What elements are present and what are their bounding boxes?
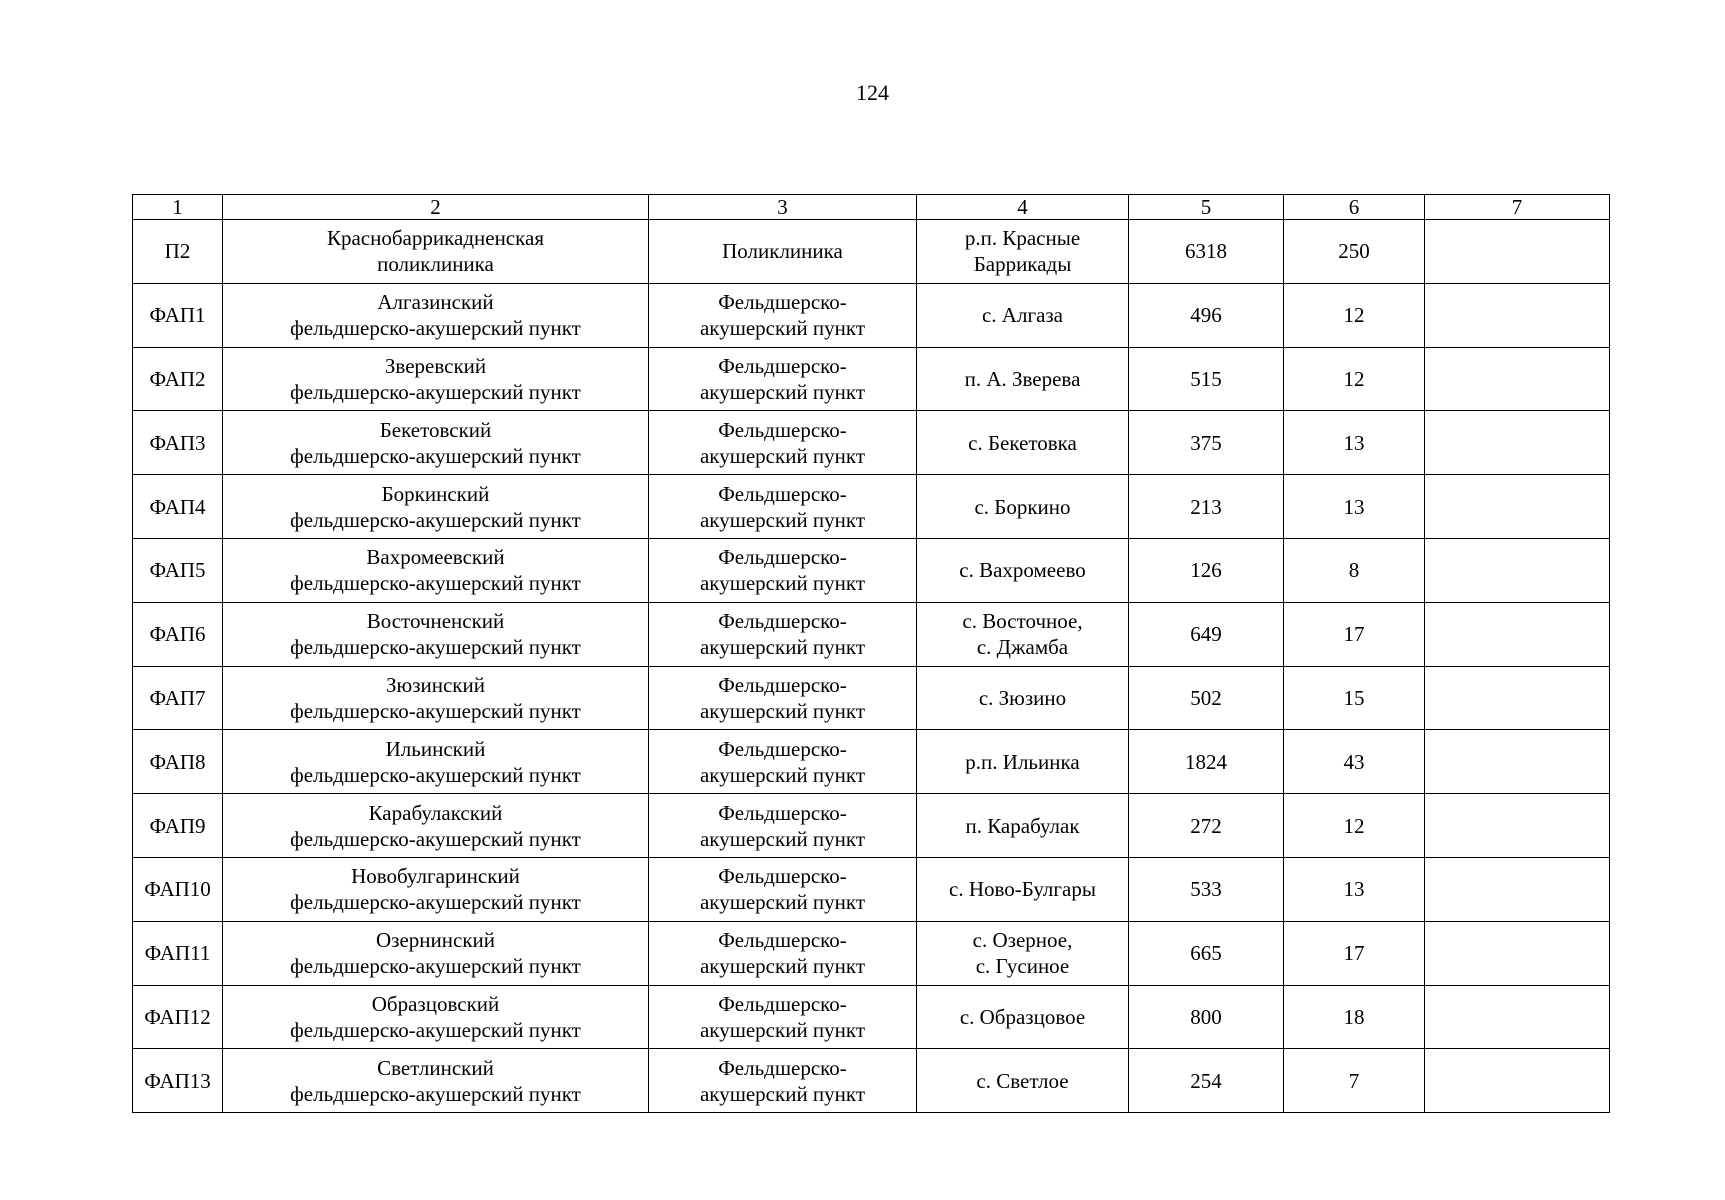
cell-value xyxy=(1284,730,1425,794)
locality-text: с. Алгаза xyxy=(981,303,1064,328)
cell-note xyxy=(1425,857,1610,921)
column-header-6: 6 xyxy=(1284,195,1425,220)
locality-text: с. Зюзино xyxy=(978,685,1067,710)
facility-name-text: Ильинский фельдшерско-акушерский пункт xyxy=(290,736,581,787)
cell-facility-type xyxy=(649,475,917,539)
cell-note xyxy=(1425,921,1610,985)
cell-value xyxy=(1284,794,1425,858)
cell-facility-name xyxy=(223,921,649,985)
cell-population xyxy=(1129,538,1284,602)
row-code-text: ФАП2 xyxy=(149,366,206,391)
table-header xyxy=(133,195,1610,220)
cell-locality xyxy=(917,730,1129,794)
cell-locality xyxy=(917,602,1129,666)
cell-value xyxy=(1284,475,1425,539)
cell-facility-type xyxy=(649,985,917,1049)
value-text: 13 xyxy=(1343,494,1365,519)
cell-value xyxy=(1284,220,1425,284)
row-code-text: П2 xyxy=(164,239,191,264)
facility-name-text: Светлинский фельдшерско-акушерский пункт xyxy=(290,1055,581,1106)
cell-row-code xyxy=(133,347,223,411)
cell-locality xyxy=(917,347,1129,411)
table-row xyxy=(133,475,1610,539)
facilities-table xyxy=(132,194,1610,1113)
cell-facility-type xyxy=(649,666,917,730)
cell-facility-name xyxy=(223,794,649,858)
cell-facility-name xyxy=(223,347,649,411)
table-row xyxy=(133,602,1610,666)
table-row xyxy=(133,666,1610,730)
cell-locality xyxy=(917,283,1129,347)
table-row xyxy=(133,857,1610,921)
facility-type-text: Фельдшерско- акушерский пункт xyxy=(699,481,866,532)
facility-type-text: Фельдшерско- акушерский пункт xyxy=(699,800,866,851)
cell-value xyxy=(1284,857,1425,921)
table-row xyxy=(133,794,1610,858)
facility-type-text: Фельдшерско- акушерский пункт xyxy=(699,672,866,723)
locality-text: п. Карабулак xyxy=(965,813,1080,838)
cell-row-code xyxy=(133,411,223,475)
cell-locality xyxy=(917,666,1129,730)
value-text: 17 xyxy=(1343,622,1365,647)
column-header-2: 2 xyxy=(223,195,649,220)
cell-value xyxy=(1284,666,1425,730)
cell-facility-name xyxy=(223,666,649,730)
cell-note xyxy=(1425,411,1610,475)
facility-name-text: Алгазинский фельдшерско-акушерский пункт xyxy=(290,290,581,341)
cell-facility-name xyxy=(223,411,649,475)
facility-name-text: Карабулакский фельдшерско-акушерский пункт xyxy=(290,800,581,851)
table-row xyxy=(133,1049,1610,1113)
row-code-text: ФАП5 xyxy=(149,558,206,583)
table-row xyxy=(133,220,1610,284)
population-text: 515 xyxy=(1190,366,1222,391)
value-text: 12 xyxy=(1343,813,1365,838)
cell-facility-name xyxy=(223,475,649,539)
cell-facility-name xyxy=(223,730,649,794)
value-text: 43 xyxy=(1343,749,1365,774)
value-text: 12 xyxy=(1343,366,1365,391)
locality-text: с. Озерное, с. Гусиное xyxy=(972,928,1073,979)
table-row xyxy=(133,538,1610,602)
row-code-text: ФАП8 xyxy=(149,749,206,774)
cell-note xyxy=(1425,666,1610,730)
cell-locality xyxy=(917,411,1129,475)
facility-name-text: Краснобаррикадненская поликлиника xyxy=(326,226,544,277)
table-row xyxy=(133,985,1610,1049)
row-code-text: ФАП4 xyxy=(149,494,206,519)
population-text: 272 xyxy=(1190,813,1222,838)
facility-type-text: Фельдшерско- акушерский пункт xyxy=(699,417,866,468)
locality-text: с. Восточное, с. Джамба xyxy=(962,609,1083,660)
cell-locality xyxy=(917,475,1129,539)
cell-note xyxy=(1425,475,1610,539)
cell-population xyxy=(1129,921,1284,985)
population-text: 502 xyxy=(1190,685,1222,710)
cell-note xyxy=(1425,985,1610,1049)
cell-facility-name xyxy=(223,220,649,284)
cell-population xyxy=(1129,283,1284,347)
facility-type-text: Поликлиника xyxy=(722,239,843,264)
cell-facility-type xyxy=(649,794,917,858)
facility-name-text: Новобулгаринский фельдшерско-акушерский пункт xyxy=(290,864,581,915)
cell-facility-type xyxy=(649,283,917,347)
value-text: 17 xyxy=(1343,941,1365,966)
cell-locality xyxy=(917,857,1129,921)
row-code-text: ФАП7 xyxy=(149,685,206,710)
cell-population xyxy=(1129,602,1284,666)
cell-locality xyxy=(917,794,1129,858)
population-text: 126 xyxy=(1190,558,1222,583)
facility-type-text: Фельдшерско- акушерский пункт xyxy=(699,353,866,404)
table-row xyxy=(133,347,1610,411)
cell-facility-type xyxy=(649,347,917,411)
table-row xyxy=(133,411,1610,475)
facility-name-text: Бекетовский фельдшерско-акушерский пункт xyxy=(290,417,581,468)
cell-facility-type xyxy=(649,730,917,794)
cell-note xyxy=(1425,602,1610,666)
cell-value xyxy=(1284,283,1425,347)
cell-locality xyxy=(917,1049,1129,1113)
cell-population xyxy=(1129,730,1284,794)
facility-name-text: Зверевский фельдшерско-акушерский пункт xyxy=(290,353,581,404)
cell-row-code xyxy=(133,283,223,347)
cell-facility-name xyxy=(223,985,649,1049)
cell-population xyxy=(1129,857,1284,921)
facility-type-text: Фельдшерско- акушерский пункт xyxy=(699,864,866,915)
cell-population xyxy=(1129,411,1284,475)
facility-type-text: Фельдшерско- акушерский пункт xyxy=(699,290,866,341)
facility-type-text: Фельдшерско- акушерский пункт xyxy=(699,736,866,787)
cell-value xyxy=(1284,347,1425,411)
table-body xyxy=(133,220,1610,1113)
population-text: 665 xyxy=(1190,941,1222,966)
column-header-1: 1 xyxy=(133,195,223,220)
cell-locality xyxy=(917,921,1129,985)
table-row xyxy=(133,921,1610,985)
cell-row-code xyxy=(133,1049,223,1113)
value-text: 18 xyxy=(1343,1004,1365,1029)
row-code-text: ФАП10 xyxy=(144,877,211,902)
cell-facility-name xyxy=(223,857,649,921)
page-number: 124 xyxy=(856,80,889,105)
cell-facility-name xyxy=(223,538,649,602)
table-row xyxy=(133,730,1610,794)
locality-text: с. Боркино xyxy=(974,494,1071,519)
table-row xyxy=(133,283,1610,347)
population-text: 1824 xyxy=(1185,749,1227,774)
column-header-7: 7 xyxy=(1425,195,1610,220)
population-text: 375 xyxy=(1190,430,1222,455)
cell-row-code xyxy=(133,794,223,858)
cell-row-code xyxy=(133,730,223,794)
cell-facility-type xyxy=(649,857,917,921)
cell-facility-type xyxy=(649,1049,917,1113)
cell-facility-name xyxy=(223,283,649,347)
row-code-text: ФАП9 xyxy=(149,813,206,838)
value-text: 13 xyxy=(1343,430,1365,455)
cell-locality xyxy=(917,985,1129,1049)
cell-value xyxy=(1284,1049,1425,1113)
cell-locality xyxy=(917,538,1129,602)
row-code-text: ФАП11 xyxy=(144,941,211,966)
value-text: 15 xyxy=(1343,685,1365,710)
population-text: 6318 xyxy=(1185,239,1227,264)
cell-facility-type xyxy=(649,921,917,985)
value-text: 250 xyxy=(1338,239,1370,264)
locality-text: с. Бекетовка xyxy=(968,430,1077,455)
row-code-text: ФАП1 xyxy=(149,303,206,328)
facility-name-text: Озернинский фельдшерско-акушерский пункт xyxy=(290,928,581,979)
cell-note xyxy=(1425,220,1610,284)
population-text: 254 xyxy=(1190,1068,1222,1093)
cell-note xyxy=(1425,1049,1610,1113)
cell-value xyxy=(1284,538,1425,602)
cell-population xyxy=(1129,666,1284,730)
cell-population xyxy=(1129,985,1284,1049)
cell-note xyxy=(1425,538,1610,602)
cell-population xyxy=(1129,220,1284,284)
cell-facility-type xyxy=(649,538,917,602)
locality-text: с. Светлое xyxy=(976,1068,1069,1093)
facility-type-text: Фельдшерско- акушерский пункт xyxy=(699,991,866,1042)
locality-text: р.п. Красные Баррикады xyxy=(964,226,1081,277)
cell-row-code xyxy=(133,602,223,666)
facility-type-text: Фельдшерско- акушерский пункт xyxy=(699,1055,866,1106)
row-code-text: ФАП12 xyxy=(144,1004,211,1029)
row-code-text: ФАП3 xyxy=(149,430,206,455)
cell-note xyxy=(1425,730,1610,794)
value-text: 12 xyxy=(1343,303,1365,328)
value-text: 8 xyxy=(1348,558,1360,583)
locality-text: р.п. Ильинка xyxy=(965,749,1080,774)
cell-facility-name xyxy=(223,602,649,666)
facility-name-text: Зюзинский фельдшерско-акушерский пункт xyxy=(290,672,581,723)
cell-value xyxy=(1284,602,1425,666)
cell-population xyxy=(1129,347,1284,411)
cell-facility-type xyxy=(649,602,917,666)
facility-type-text: Фельдшерско- акушерский пункт xyxy=(699,928,866,979)
cell-value xyxy=(1284,985,1425,1049)
column-header-4: 4 xyxy=(917,195,1129,220)
facility-name-text: Боркинский фельдшерско-акушерский пункт xyxy=(290,481,581,532)
cell-row-code xyxy=(133,538,223,602)
facility-type-text: Фельдшерско- акушерский пункт xyxy=(699,609,866,660)
cell-population xyxy=(1129,794,1284,858)
population-text: 533 xyxy=(1190,877,1222,902)
row-code-text: ФАП6 xyxy=(149,622,206,647)
cell-population xyxy=(1129,1049,1284,1113)
cell-locality xyxy=(917,220,1129,284)
cell-note xyxy=(1425,347,1610,411)
facility-name-text: Вахромеевский фельдшерско-акушерский пункт xyxy=(290,545,581,596)
column-header-5: 5 xyxy=(1129,195,1284,220)
header-row xyxy=(133,195,1610,220)
population-text: 496 xyxy=(1190,303,1222,328)
cell-note xyxy=(1425,283,1610,347)
cell-row-code xyxy=(133,666,223,730)
facility-name-text: Образцовский фельдшерско-акушерский пункт xyxy=(290,991,581,1042)
value-text: 13 xyxy=(1343,877,1365,902)
value-text: 7 xyxy=(1348,1068,1360,1093)
cell-facility-type xyxy=(649,411,917,475)
population-text: 213 xyxy=(1190,494,1222,519)
cell-row-code xyxy=(133,475,223,539)
locality-text: с. Ново-Булгары xyxy=(949,877,1096,902)
cell-note xyxy=(1425,794,1610,858)
cell-row-code xyxy=(133,220,223,284)
cell-facility-name xyxy=(223,1049,649,1113)
cell-row-code xyxy=(133,985,223,1049)
cell-population xyxy=(1129,475,1284,539)
cell-facility-type xyxy=(649,220,917,284)
locality-text: с. Вахромеево xyxy=(959,558,1086,583)
cell-value xyxy=(1284,921,1425,985)
cell-value xyxy=(1284,411,1425,475)
cell-row-code xyxy=(133,857,223,921)
locality-text: с. Образцовое xyxy=(959,1004,1086,1029)
locality-text: п. А. Зверева xyxy=(964,366,1081,391)
cell-row-code xyxy=(133,921,223,985)
row-code-text: ФАП13 xyxy=(144,1068,211,1093)
facility-type-text: Фельдшерско- акушерский пункт xyxy=(699,545,866,596)
population-text: 800 xyxy=(1190,1004,1222,1029)
facility-name-text: Восточненский фельдшерско-акушерский пункт xyxy=(290,609,581,660)
population-text: 649 xyxy=(1190,622,1222,647)
column-header-3: 3 xyxy=(649,195,917,220)
